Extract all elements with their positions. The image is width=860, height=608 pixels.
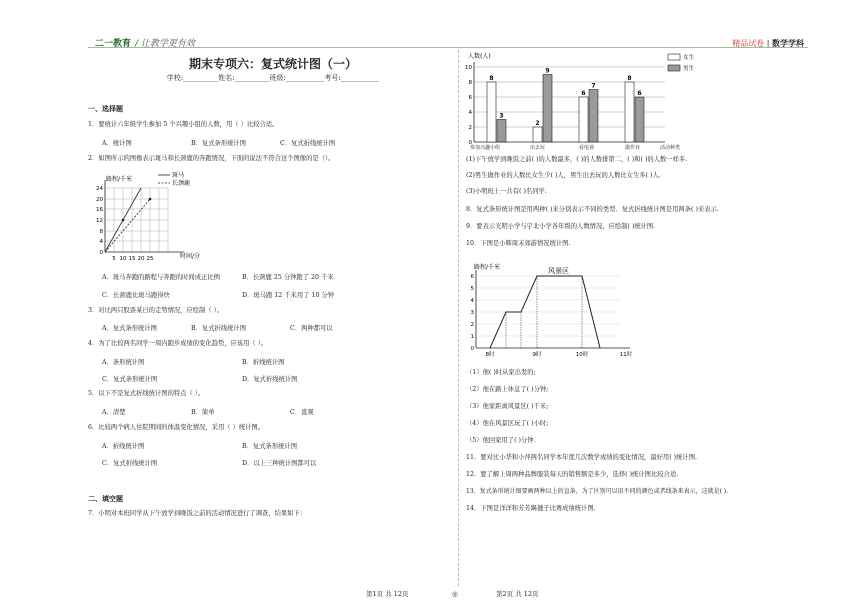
question-10-3: （3）他家距离风景区( )千米; xyxy=(466,403,549,410)
bar-y-tick-2: 2 xyxy=(468,125,472,131)
trip-y-tick-0: 0 xyxy=(470,346,474,352)
q2-line-chart xyxy=(92,166,222,266)
q6-option-a: A．折线统计图 xyxy=(102,443,145,450)
bar-cat-4: 做作业 xyxy=(625,145,641,151)
q2-option-a: A．斑马奔跑的路程与奔跑的时间成正比例 xyxy=(102,274,220,281)
q7-bar-chart xyxy=(462,50,702,146)
trip-x-tick-10: 10时 xyxy=(575,352,589,358)
q6-option-b: B．复式条形统计图 xyxy=(242,443,298,450)
trip-y-tick-4: 4 xyxy=(470,298,474,304)
trip-x-tick-11: 11时 xyxy=(619,352,633,358)
q1-option-b: B．复式条形统计图 xyxy=(191,140,247,147)
x-tick-20: 20 xyxy=(137,256,145,262)
header-subject-label: 数学学科 xyxy=(772,39,804,48)
trip-x-tick-8: 8时 xyxy=(485,352,495,358)
trip-y-tick-6: 6 xyxy=(470,274,474,280)
question-14: 14．下图是洋洋和芳芳踢毽子比赛成绩统计图. xyxy=(466,505,596,512)
page-fold-divider xyxy=(458,50,459,586)
x-tick-15: 15 xyxy=(128,256,136,262)
header-sep: | xyxy=(764,39,772,48)
question-1: 1．要统计六年级学生参加 5 个兴趣小组的人数，用（ ）比较合适。 xyxy=(88,121,279,128)
bar-girls-label-1: 8 xyxy=(489,75,494,82)
bar-girls-2 xyxy=(533,127,542,142)
x-tick-10: 10 xyxy=(119,256,127,262)
q1-option-a: A．统计图 xyxy=(102,140,132,147)
logo-slogan: / 让教学更有效 xyxy=(135,39,195,49)
legend-boys: 男生 xyxy=(683,66,695,72)
q10-line-chart xyxy=(460,260,650,358)
y-tick-0: 0 xyxy=(99,250,103,256)
bar-boys-label-1: 3 xyxy=(499,112,504,120)
trip-y-tick-3: 3 xyxy=(470,310,474,316)
question-5: 5．以下不是复式折线统计图的特点（ ）。 xyxy=(88,390,205,397)
bar-cat-axis: 活动种类 xyxy=(660,145,681,151)
question-13: 13．复式条形统计图要画两种以上的直条，为了区别可以用不同的颜色或者线条来表示，这就是( ). xyxy=(466,488,729,495)
bar-y-tick-0: 0 xyxy=(468,140,472,146)
question-6: 6．比较两个病人住院期间的体温变化情况，采用（ ）统计图。 xyxy=(88,424,265,431)
question-3: 3．对比两只股票某日的走势情况，应绘制（ ）。 xyxy=(88,307,224,314)
question-4: 4．为了比较两名同学一周内跑步成绩的变化趋势，应该用（ ）。 xyxy=(88,340,268,347)
question-10: 10．下图是小辉周末郊游情况统计图. xyxy=(466,240,571,247)
bar-y-tick-6: 6 xyxy=(468,95,472,101)
q3-option-c: C．两种都可以 xyxy=(290,325,333,332)
bar-cat-1: 参加兴趣小组 xyxy=(470,145,501,151)
legend-girls-swatch xyxy=(668,54,680,60)
scenic-area-annotation: 风景区 xyxy=(548,267,569,275)
bar-girls-label-3: 6 xyxy=(581,90,586,97)
q5-option-a: A．清楚 xyxy=(102,409,126,416)
question-11: 11．要对比小华和小萍两名同学本年度几次数学成绩的变化情况，最好用( )统计图. xyxy=(466,454,698,461)
bar-boys-4 xyxy=(635,97,644,142)
q3-option-a: A．复式条形统计图 xyxy=(102,325,157,332)
q6-option-d: D．以上三种统计图都可以 xyxy=(242,460,317,467)
bar-girls-label-2: 2 xyxy=(535,120,540,127)
bar-boys-label-2: 9 xyxy=(545,67,550,75)
q6-option-c: C．复式折线统计图 xyxy=(102,460,158,467)
legend-giraffe: 长颈鹿 xyxy=(172,180,191,187)
giraffe-point xyxy=(149,198,152,201)
trip-y-tick-5: 5 xyxy=(470,286,474,292)
q4-option-a: A．条形统计图 xyxy=(102,359,145,366)
giraffe-line xyxy=(105,199,150,252)
bar-y-axis-label: 人数(人) xyxy=(468,53,491,60)
q3-option-b: B．复式折线统计图 xyxy=(191,325,247,332)
section-choice: 一、选择题 xyxy=(88,104,123,113)
q2-option-b: B．长颈鹿 25 分钟跑了 20 千米 xyxy=(242,274,334,281)
bar-girls-3 xyxy=(579,97,588,142)
bar-y-tick-10: 10 xyxy=(465,65,472,71)
x-axis-label: 时间/分 xyxy=(180,253,201,260)
bar-girls-label-4: 8 xyxy=(627,75,632,82)
bar-girls-1 xyxy=(487,82,496,142)
question-10-1: （1）他( )时从家出发的; xyxy=(466,369,536,376)
y-tick-12: 12 xyxy=(96,218,103,224)
bar-boys-1 xyxy=(497,120,506,143)
q2-option-c: C．长颈鹿比斑马跑得快 xyxy=(102,292,170,299)
bar-series-group xyxy=(487,68,644,143)
section-fill: 二、填空题 xyxy=(88,494,123,503)
legend-boys-swatch xyxy=(668,65,680,71)
question-12: 12．要了解上周两种品牌服装每天的销售额是多少，选择( )统计图比较合适. xyxy=(466,471,679,478)
q2-option-d: D．斑马跑 12 千米用了 10 分钟 xyxy=(242,292,335,299)
legend-girls: 女生 xyxy=(683,55,695,61)
x-tick-25: 25 xyxy=(146,256,154,262)
y-axis-label: 路程/千米 xyxy=(106,176,133,183)
header-divider xyxy=(88,47,808,48)
bar-boys-2 xyxy=(543,75,552,143)
bar-cat-3: 看电视 xyxy=(579,145,595,151)
bar-boys-label-4: 6 xyxy=(637,90,642,97)
question-2: 2．如图所示的图像表示斑马和长颈鹿的奔跑情况，下面的说法不符合这个图像的是（）。 xyxy=(88,155,335,162)
q1-option-c: C．复式折线统计图 xyxy=(280,140,336,147)
question-7-3: (3)小明班上一共有( )名同学. xyxy=(466,188,547,195)
page-title: 期末专项六：复式统计图（一） xyxy=(188,57,357,71)
q4-option-d: D．复式折线统计图 xyxy=(242,376,298,383)
trip-y-tick-1: 1 xyxy=(470,334,474,340)
question-8: 8．复式条形统计图是用两种( )来分别表示不同的类型．复式折线统计图是用两条( )来表示. xyxy=(466,206,719,213)
trip-y-axis-label: 路程/千米 xyxy=(474,264,501,271)
q5-option-b: B．简单 xyxy=(191,409,215,416)
q4-option-c: C．复式条形统计图 xyxy=(102,376,158,383)
bar-girls-4 xyxy=(625,82,634,142)
legend-zebra: 斑马 xyxy=(172,172,185,179)
question-7: 7．小明对本班同学从下午放学到晚饭之前的活动情况进行了调查，结果如下： xyxy=(88,510,307,517)
y-tick-4: 4 xyxy=(99,239,103,245)
trip-y-tick-2: 2 xyxy=(470,322,474,328)
question-7-1: (1)下午放学到晚饭之前( )的人数最多，( )的人数排第二，( )和( )的人数一样多. xyxy=(466,156,688,163)
logo-text: 二一教育 xyxy=(95,39,132,49)
bar-boys-3 xyxy=(589,90,598,143)
bar-boys-label-3: 7 xyxy=(591,82,596,90)
question-10-2: （2）他在路上休息了( )分钟; xyxy=(466,386,549,393)
header-tag: 精品试卷 xyxy=(732,39,765,48)
footer-page-right: 第2页 共 12页 xyxy=(496,590,539,598)
zebra-point xyxy=(122,219,125,222)
footer-page-left: 第1页 共 12页 xyxy=(366,590,409,598)
q5-option-c: C．直观 xyxy=(290,409,314,416)
y-tick-20: 20 xyxy=(96,197,103,203)
question-10-4: （4）他在风景区玩了( )小时; xyxy=(466,420,549,427)
y-tick-16: 16 xyxy=(96,207,103,213)
question-7-2: (2)男生做作业的人数比女生少( )人，男生出去玩的人数比女生多( )人. xyxy=(466,172,661,179)
footer-mark: ◎ xyxy=(452,590,458,598)
question-10-5: （5）他回家用了( )分钟. xyxy=(466,437,536,444)
bar-y-tick-8: 8 xyxy=(468,80,472,86)
question-9: 9．要表示光明小学与宇北小学各年级的人数情况，应绘制( )统计图. xyxy=(466,223,656,230)
x-tick-5: 5 xyxy=(112,256,116,262)
trip-x-tick-9: 9时 xyxy=(532,352,542,358)
student-info-line: 学校:__________姓名:__________班级:___________考号:___________ xyxy=(166,74,380,82)
y-tick-8: 8 xyxy=(99,229,103,235)
bar-cat-2: 出去玩 xyxy=(530,145,546,151)
bar-y-tick-4: 4 xyxy=(468,110,472,116)
y-tick-24: 24 xyxy=(96,186,103,192)
q4-option-b: B．折线统计图 xyxy=(242,359,285,366)
